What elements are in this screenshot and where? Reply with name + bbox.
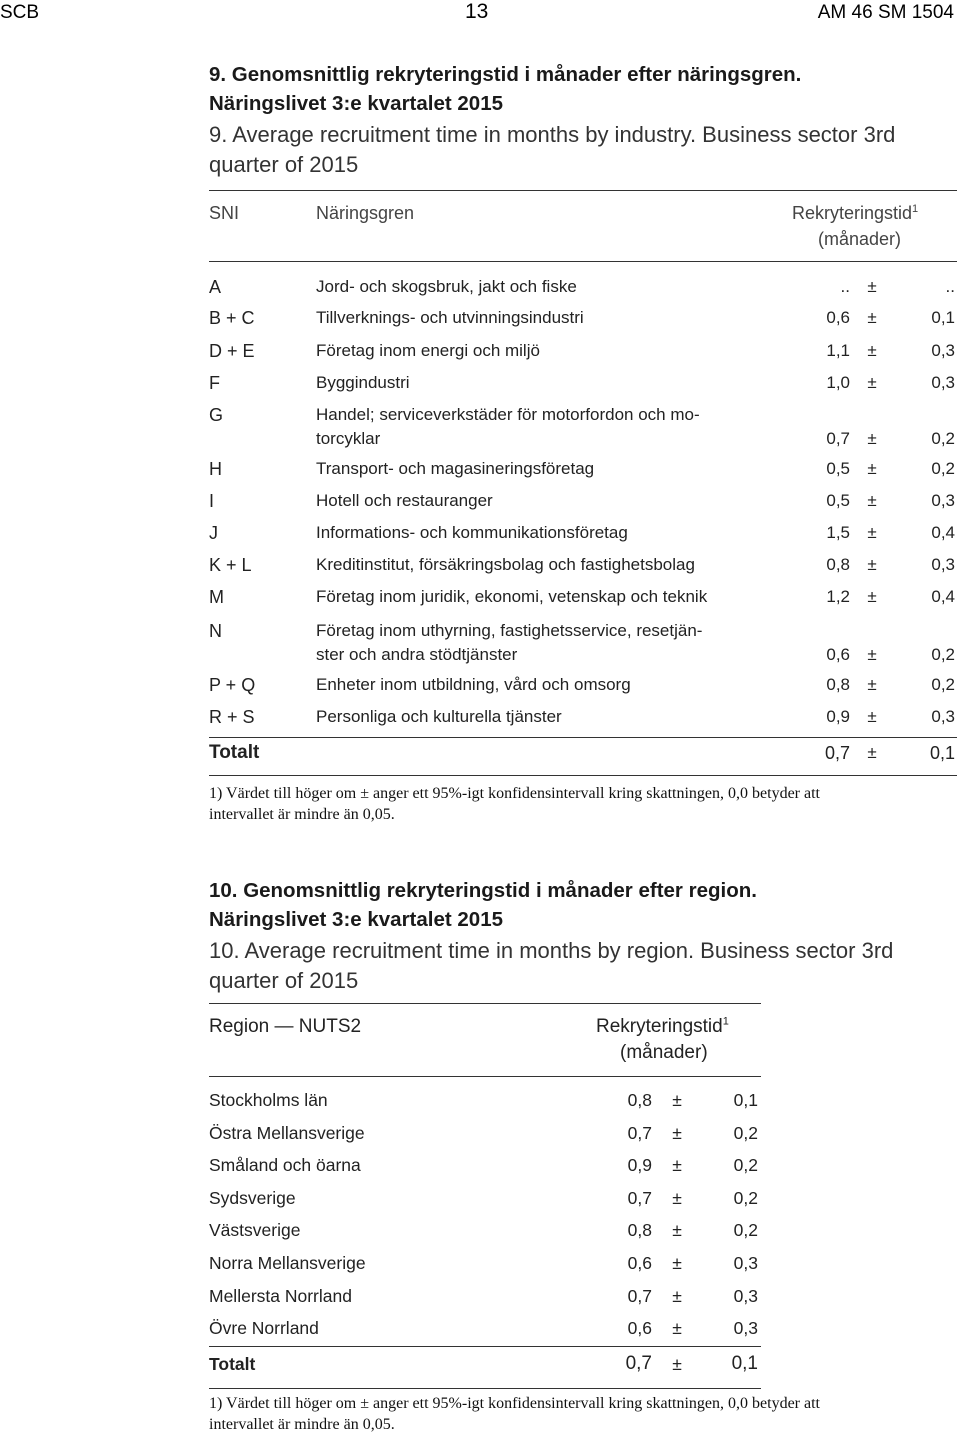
industry-name: Transport- och magasineringsföretag — [316, 459, 595, 478]
sni-code: J — [209, 523, 218, 543]
plus-minus-sign: ± — [867, 341, 877, 360]
footnote-ref: 1 — [912, 203, 919, 215]
plus-minus-sign: ± — [867, 587, 877, 606]
sni-code: G — [209, 405, 224, 425]
region-name: Norra Mellansverige — [209, 1253, 366, 1273]
industry-name: Kreditinstitut, försäkringsbolag och fastighetsbolag — [316, 555, 695, 574]
industry-name: Företag inom energi och miljö — [316, 341, 540, 360]
recruitment-time-value: 0,6 — [627, 1318, 652, 1338]
region-name: Övre Norrland — [209, 1318, 319, 1338]
industry-name: Personliga och kulturella tjänster — [316, 707, 562, 726]
plus-minus-sign: ± — [867, 491, 877, 510]
table1-bottom-rule — [209, 775, 957, 776]
confidence-interval: 0,2 — [931, 675, 955, 694]
table2-title-en — [209, 936, 893, 996]
confidence-interval: 0,4 — [931, 523, 955, 542]
industry-name: Jord- och skogsbruk, jakt och fiske — [316, 277, 577, 296]
confidence-interval: 0,2 — [733, 1123, 758, 1143]
table1-footnote — [209, 783, 820, 825]
recruitment-time-value: 0,7 — [826, 429, 850, 448]
table1-title-en — [209, 120, 895, 180]
confidence-interval: 0,3 — [931, 341, 955, 360]
region-name: Sydsverige — [209, 1188, 296, 1208]
recruitment-time-value: 0,5 — [826, 491, 850, 510]
plus-minus-sign: ± — [867, 555, 877, 574]
recruitment-time-value: 0,7 — [627, 1286, 652, 1306]
plus-minus-sign: ± — [867, 645, 877, 664]
table2-total-pm: ± — [672, 1354, 682, 1374]
table2-header-rule — [209, 1076, 761, 1077]
table2-col-region: Region — NUTS2 — [209, 1016, 362, 1037]
plus-minus-sign: ± — [672, 1123, 682, 1143]
table2-footnote — [209, 1393, 820, 1435]
region-name: Mellersta Norrland — [209, 1286, 352, 1306]
recruitment-time-value: 0,7 — [627, 1123, 652, 1143]
table2-title-sv — [209, 876, 757, 934]
industry-name: Företag inom juridik, ekonomi, vetenskap och teknik — [316, 587, 708, 606]
table1-title-sv-line: 9. Genomsnittlig rekryteringstid i månader efter näringsgren. — [209, 63, 802, 86]
plus-minus-sign: ± — [672, 1253, 682, 1273]
industry-name: Företag inom uthyrning, fastighetsservice, resetjän- — [316, 621, 703, 640]
table1-title-sv-line: Näringslivet 3:e kvartalet 2015 — [209, 92, 503, 115]
plus-minus-sign: ± — [672, 1155, 682, 1175]
table2-title-en-line: quarter of 2015 — [209, 968, 359, 993]
table1-top-rule — [209, 190, 957, 191]
recruitment-time-value: 0,6 — [826, 645, 850, 664]
plus-minus-sign: ± — [867, 429, 877, 448]
industry-name: Enheter inom utbildning, vård och omsorg — [316, 675, 631, 694]
publisher-label: SCB — [0, 2, 40, 23]
industry-name: ster och andra stödtjänster — [316, 645, 518, 664]
region-name: Småland och öarna — [209, 1155, 361, 1175]
table1-total-ci: 0,1 — [929, 743, 955, 763]
footnote-line: 1) Värdet till höger om ± anger ett 95%-igt konfidensintervall kring skattningen, 0,0 betyder att — [209, 1395, 820, 1412]
recruitment-time-value: 1,1 — [826, 341, 850, 360]
recruitment-time-value: 1,2 — [826, 587, 850, 606]
sni-code: H — [209, 459, 222, 479]
table2-col-time — [596, 1014, 729, 1039]
sni-code: R + S — [209, 707, 255, 727]
table1-col-time — [792, 201, 918, 226]
table1-col-time-label: Rekryteringstid — [792, 203, 913, 223]
confidence-interval: 0,2 — [733, 1155, 758, 1175]
recruitment-time-value: 0,9 — [627, 1155, 652, 1175]
table1-total-value: 0,7 — [824, 743, 850, 763]
industry-name: Handel; serviceverkstäder för motorfordon och mo- — [316, 405, 700, 424]
footnote-line: 1) Värdet till höger om ± anger ett 95%-igt konfidensintervall kring skattningen, 0,0 betyder att — [209, 785, 820, 802]
sni-code: F — [209, 373, 220, 393]
table1-col-industry: Näringsgren — [316, 203, 415, 223]
report-id: AM 46 SM 1504 — [817, 2, 954, 23]
sni-code: N — [209, 621, 222, 641]
plus-minus-sign: ± — [867, 707, 877, 726]
plus-minus-sign: ± — [867, 373, 877, 392]
table2-title-sv-line: Näringslivet 3:e kvartalet 2015 — [209, 908, 503, 931]
sni-code: P + Q — [209, 675, 256, 695]
table1-total-label: Totalt — [209, 742, 260, 763]
table2-total-label: Totalt — [209, 1354, 256, 1374]
table2-bottom-rule — [209, 1388, 761, 1389]
table2-total-value: 0,7 — [625, 1353, 652, 1374]
recruitment-time-value: 0,9 — [826, 707, 850, 726]
confidence-interval: 0,2 — [931, 459, 955, 478]
plus-minus-sign: ± — [867, 675, 877, 694]
industry-name: torcyklar — [316, 429, 381, 448]
recruitment-time-value: 0,8 — [627, 1220, 652, 1240]
table1-total-pm: ± — [867, 743, 877, 762]
sni-code: A — [209, 277, 222, 297]
plus-minus-sign: ± — [867, 277, 877, 296]
page-number: 13 — [465, 0, 489, 23]
industry-name: Tillverknings- och utvinningsindustri — [316, 308, 584, 327]
recruitment-time-value: 0,6 — [627, 1253, 652, 1273]
sni-code: B + C — [209, 308, 255, 328]
table2-top-rule — [209, 1003, 761, 1004]
sni-code: M — [209, 587, 224, 607]
industry-name: Byggindustri — [316, 373, 410, 392]
recruitment-time-value: .. — [840, 277, 850, 296]
recruitment-time-value: 0,8 — [627, 1090, 652, 1110]
table2-total-rule — [209, 1346, 761, 1347]
region-name: Östra Mellansverige — [209, 1123, 365, 1143]
confidence-interval: 0,2 — [931, 645, 955, 664]
sni-code: I — [209, 491, 215, 511]
recruitment-time-value: 0,6 — [826, 308, 850, 327]
confidence-interval: 0,3 — [931, 491, 955, 510]
region-name: Västsverige — [209, 1220, 301, 1240]
recruitment-time-value: 0,7 — [627, 1188, 652, 1208]
table2-title-en-line: 10. Average recruitment time in months by region. Business sector 3rd — [209, 938, 894, 963]
confidence-interval: 0,1 — [931, 308, 955, 327]
confidence-interval: 0,2 — [733, 1188, 758, 1208]
plus-minus-sign: ± — [672, 1220, 682, 1240]
confidence-interval: 0,3 — [733, 1318, 758, 1338]
plus-minus-sign: ± — [672, 1090, 682, 1110]
footnote-ref: 1 — [722, 1015, 729, 1028]
recruitment-time-value: 0,5 — [826, 459, 850, 478]
footnote-line: intervallet är mindre än 0,05. — [209, 806, 395, 823]
sni-code: K + L — [209, 555, 252, 575]
plus-minus-sign: ± — [672, 1318, 682, 1338]
table1-col-sni: SNI — [209, 203, 240, 223]
confidence-interval: 0,2 — [733, 1220, 758, 1240]
industry-name: Informations- och kommunikationsföretag — [316, 523, 628, 542]
plus-minus-sign: ± — [672, 1188, 682, 1208]
recruitment-time-value: 0,8 — [826, 675, 850, 694]
table1-title-en-line: quarter of 2015 — [209, 152, 359, 177]
table1-col-unit: (månader) — [818, 229, 902, 249]
recruitment-time-value: 1,0 — [826, 373, 850, 392]
industry-name: Hotell och restauranger — [316, 491, 493, 510]
confidence-interval: .. — [945, 277, 955, 296]
plus-minus-sign: ± — [672, 1286, 682, 1306]
page-header — [0, 0, 960, 24]
table2-col-time-label: Rekryteringstid — [596, 1016, 723, 1037]
recruitment-time-value: 1,5 — [826, 523, 850, 542]
confidence-interval: 0,3 — [733, 1253, 758, 1273]
confidence-interval: 0,3 — [931, 373, 955, 392]
region-name: Stockholms län — [209, 1090, 328, 1110]
confidence-interval: 0,3 — [733, 1286, 758, 1306]
sni-code: D + E — [209, 341, 255, 361]
plus-minus-sign: ± — [867, 523, 877, 542]
confidence-interval: 0,3 — [931, 555, 955, 574]
confidence-interval: 0,1 — [733, 1090, 758, 1110]
table1-header-rule — [209, 261, 957, 262]
table2-col-unit: (månader) — [620, 1042, 708, 1063]
table1-total-rule — [209, 737, 957, 738]
confidence-interval: 0,4 — [931, 587, 955, 606]
confidence-interval: 0,2 — [931, 429, 955, 448]
table2-title-sv-line: 10. Genomsnittlig rekryteringstid i månader efter region. — [209, 879, 757, 902]
plus-minus-sign: ± — [867, 308, 877, 327]
table2-total-ci: 0,1 — [731, 1353, 758, 1374]
plus-minus-sign: ± — [867, 459, 877, 478]
table1-title-sv — [209, 60, 801, 118]
recruitment-time-value: 0,8 — [826, 555, 850, 574]
table1-title-en-line: 9. Average recruitment time in months by industry. Business sector 3rd — [209, 122, 896, 147]
footnote-line: intervallet är mindre än 0,05. — [209, 1416, 395, 1433]
confidence-interval: 0,3 — [931, 707, 955, 726]
